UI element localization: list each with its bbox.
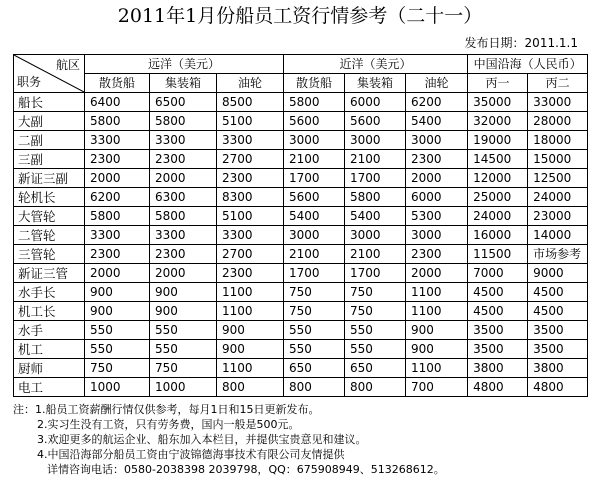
rank-cell: 三副 bbox=[14, 150, 85, 169]
wage-cell: 2100 bbox=[345, 150, 406, 169]
wage-cell: 3300 bbox=[85, 131, 150, 150]
wage-cell: 6000 bbox=[406, 188, 468, 207]
wage-cell: 5400 bbox=[345, 207, 406, 226]
wage-cell: 33000 bbox=[528, 93, 588, 112]
wage-cell: 3000 bbox=[284, 131, 345, 150]
wage-cell: 5600 bbox=[284, 112, 345, 131]
wage-cell: 2000 bbox=[406, 264, 468, 283]
note-line: 注：1.船员工资薪酬行情仅供参考，每月1日和15日更新发布。 bbox=[13, 403, 320, 416]
wage-cell: 5800 bbox=[150, 112, 217, 131]
wage-cell: 2300 bbox=[85, 150, 150, 169]
rank-cell: 新证三副 bbox=[14, 169, 85, 188]
wage-cell: 5800 bbox=[345, 188, 406, 207]
wage-cell: 5100 bbox=[217, 112, 284, 131]
wage-cell: 6200 bbox=[406, 93, 468, 112]
rank-cell: 船长 bbox=[14, 93, 85, 112]
wage-cell: 9000 bbox=[528, 264, 588, 283]
wage-cell: 3000 bbox=[284, 226, 345, 245]
table-row bbox=[14, 283, 588, 302]
wage-cell: 900 bbox=[85, 283, 150, 302]
rank-cell: 机工长 bbox=[14, 302, 85, 321]
table-row bbox=[14, 207, 588, 226]
wage-cell: 800 bbox=[345, 378, 406, 397]
wage-cell: 1100 bbox=[406, 283, 468, 302]
wage-cell: 5100 bbox=[217, 207, 284, 226]
corner-rank-label: 职务 bbox=[17, 75, 42, 89]
table-row bbox=[14, 340, 588, 359]
group-header-ocean: 远洋（美元） bbox=[85, 55, 284, 74]
table-row bbox=[14, 93, 588, 112]
wage-cell: 3000 bbox=[406, 131, 468, 150]
wage-cell: 3800 bbox=[468, 359, 528, 378]
table-row bbox=[14, 150, 588, 169]
wage-cell: 2300 bbox=[406, 150, 468, 169]
wage-cell: 3500 bbox=[468, 340, 528, 359]
wage-cell: 23000 bbox=[528, 207, 588, 226]
wage-cell: 2300 bbox=[217, 264, 284, 283]
wage-cell: 650 bbox=[345, 359, 406, 378]
subheader-row bbox=[14, 74, 588, 93]
wage-cell: 3800 bbox=[528, 359, 588, 378]
wage-cell: 2000 bbox=[150, 264, 217, 283]
group-header-near-sea: 近洋（美元） bbox=[284, 55, 468, 74]
table-row bbox=[14, 378, 588, 397]
wage-cell: 550 bbox=[284, 321, 345, 340]
wage-cell: 5800 bbox=[284, 93, 345, 112]
wage-cell: 550 bbox=[150, 321, 217, 340]
table-row bbox=[14, 226, 588, 245]
wage-cell: 1000 bbox=[85, 378, 150, 397]
wage-cell: 1100 bbox=[217, 302, 284, 321]
wage-cell: 5600 bbox=[284, 188, 345, 207]
wage-cell: 2300 bbox=[150, 245, 217, 264]
wage-cell: 900 bbox=[406, 340, 468, 359]
wage-cell: 5400 bbox=[284, 207, 345, 226]
subheader-cell: 油轮 bbox=[406, 74, 468, 93]
wage-cell: 6200 bbox=[85, 188, 150, 207]
wage-cell: 24000 bbox=[528, 188, 588, 207]
wage-cell: 3300 bbox=[150, 131, 217, 150]
wage-cell: 700 bbox=[406, 378, 468, 397]
wage-cell: 550 bbox=[284, 340, 345, 359]
wage-cell: 3300 bbox=[150, 226, 217, 245]
table-row bbox=[14, 169, 588, 188]
wage-cell: 3300 bbox=[85, 226, 150, 245]
wage-cell: 550 bbox=[150, 340, 217, 359]
wage-cell: 550 bbox=[345, 340, 406, 359]
rank-cell: 三管轮 bbox=[14, 245, 85, 264]
rank-cell: 机工 bbox=[14, 340, 85, 359]
wage-cell: 2700 bbox=[217, 245, 284, 264]
table-row bbox=[14, 245, 588, 264]
rank-cell: 水手 bbox=[14, 321, 85, 340]
wage-cell: 3000 bbox=[345, 131, 406, 150]
wage-cell: 6500 bbox=[150, 93, 217, 112]
wage-cell: 35000 bbox=[468, 93, 528, 112]
note-line: 4.中国沿海部分船员工资由宁波锦德海事技术有限公司友情提供 bbox=[37, 448, 345, 461]
wage-cell: 5400 bbox=[406, 112, 468, 131]
wage-cell: 900 bbox=[85, 302, 150, 321]
wage-cell: 14500 bbox=[468, 150, 528, 169]
wage-cell: 750 bbox=[284, 302, 345, 321]
wage-cell: 2300 bbox=[85, 245, 150, 264]
wage-cell: 1000 bbox=[150, 378, 217, 397]
note-line: 2.实习生没有工资，只有劳务费，国内一般是500元。 bbox=[37, 418, 300, 431]
wage-cell: 6000 bbox=[345, 93, 406, 112]
wage-cell: 5600 bbox=[345, 112, 406, 131]
wage-cell: 2000 bbox=[85, 264, 150, 283]
wage-cell: 750 bbox=[345, 302, 406, 321]
wage-cell: 7000 bbox=[468, 264, 528, 283]
wage-cell: 市场参考 bbox=[528, 245, 588, 264]
wage-cell: 800 bbox=[284, 378, 345, 397]
wage-cell: 6300 bbox=[150, 188, 217, 207]
wage-cell: 4500 bbox=[528, 302, 588, 321]
table-row bbox=[14, 321, 588, 340]
wage-cell: 1100 bbox=[406, 302, 468, 321]
rank-cell: 新证三管 bbox=[14, 264, 85, 283]
rank-cell: 厨师 bbox=[14, 359, 85, 378]
subheader-cell: 油轮 bbox=[217, 74, 284, 93]
group-header-china-coast: 中国沿海（人民币） bbox=[468, 55, 588, 74]
rank-cell: 轮机长 bbox=[14, 188, 85, 207]
wage-cell: 550 bbox=[85, 321, 150, 340]
wage-cell: 5300 bbox=[406, 207, 468, 226]
wage-cell: 4500 bbox=[468, 283, 528, 302]
wage-cell: 11500 bbox=[468, 245, 528, 264]
wage-cell: 900 bbox=[150, 302, 217, 321]
wage-cell: 900 bbox=[150, 283, 217, 302]
wage-cell: 1700 bbox=[345, 169, 406, 188]
wage-cell: 6400 bbox=[85, 93, 150, 112]
wage-cell: 2000 bbox=[85, 169, 150, 188]
notes-section bbox=[13, 402, 593, 477]
wage-cell: 3000 bbox=[406, 226, 468, 245]
wage-cell: 650 bbox=[284, 359, 345, 378]
table-row bbox=[14, 131, 588, 150]
wage-cell: 25000 bbox=[468, 188, 528, 207]
wage-cell: 28000 bbox=[528, 112, 588, 131]
wage-cell: 2300 bbox=[406, 245, 468, 264]
wage-cell: 900 bbox=[217, 321, 284, 340]
wage-cell: 1100 bbox=[217, 359, 284, 378]
table-row bbox=[14, 302, 588, 321]
wage-cell: 1700 bbox=[284, 264, 345, 283]
wage-cell: 8500 bbox=[217, 93, 284, 112]
wage-cell: 900 bbox=[406, 321, 468, 340]
wage-cell: 12500 bbox=[528, 169, 588, 188]
wage-cell: 3000 bbox=[345, 226, 406, 245]
subheader-cell: 丙二 bbox=[528, 74, 588, 93]
wage-cell: 550 bbox=[345, 321, 406, 340]
wage-cell: 1700 bbox=[284, 169, 345, 188]
publish-date: 发布日期：2011.1.1 bbox=[464, 36, 578, 50]
subheader-cell: 散货船 bbox=[85, 74, 150, 93]
rank-cell: 二管轮 bbox=[14, 226, 85, 245]
rank-cell: 大管轮 bbox=[14, 207, 85, 226]
wage-cell: 4800 bbox=[528, 378, 588, 397]
wage-cell: 12000 bbox=[468, 169, 528, 188]
wage-cell: 2300 bbox=[217, 169, 284, 188]
wage-cell: 2700 bbox=[217, 150, 284, 169]
rank-cell: 水手长 bbox=[14, 283, 85, 302]
note-line: 详情咨询电话：0580-2038398 2039798，QQ：675908949、513268612。 bbox=[47, 463, 445, 476]
wage-cell: 5800 bbox=[85, 207, 150, 226]
wage-cell: 3500 bbox=[528, 321, 588, 340]
wage-cell: 1100 bbox=[217, 283, 284, 302]
wage-cell: 3500 bbox=[468, 321, 528, 340]
wage-cell: 5800 bbox=[85, 112, 150, 131]
wage-cell: 14000 bbox=[528, 226, 588, 245]
wage-cell: 16000 bbox=[468, 226, 528, 245]
wage-cell: 4800 bbox=[468, 378, 528, 397]
corner-route-label: 航区 bbox=[55, 58, 80, 72]
page-title: 2011年1月份船员工资行情参考（二十一） bbox=[117, 5, 483, 27]
table-row bbox=[14, 188, 588, 207]
table-row bbox=[14, 359, 588, 378]
group-header-row bbox=[14, 55, 588, 74]
wage-cell: 2100 bbox=[284, 150, 345, 169]
subheader-cell: 散货船 bbox=[284, 74, 345, 93]
wage-cell: 800 bbox=[217, 378, 284, 397]
wage-cell: 2000 bbox=[150, 169, 217, 188]
wage-cell: 2300 bbox=[150, 150, 217, 169]
wage-cell: 4500 bbox=[468, 302, 528, 321]
wage-cell: 2100 bbox=[284, 245, 345, 264]
rank-cell: 二副 bbox=[14, 131, 85, 150]
rank-cell: 电工 bbox=[14, 378, 85, 397]
wage-cell: 900 bbox=[217, 340, 284, 359]
wage-cell: 750 bbox=[284, 283, 345, 302]
wage-cell: 750 bbox=[345, 283, 406, 302]
wage-cell: 2000 bbox=[406, 169, 468, 188]
subheader-cell: 集装箱 bbox=[150, 74, 217, 93]
corner-header-cell bbox=[14, 55, 85, 93]
wage-cell: 15000 bbox=[528, 150, 588, 169]
wage-cell: 2100 bbox=[345, 245, 406, 264]
wage-cell: 750 bbox=[85, 359, 150, 378]
subheader-cell: 集装箱 bbox=[345, 74, 406, 93]
subheader-cell: 丙一 bbox=[468, 74, 528, 93]
wage-cell: 8300 bbox=[217, 188, 284, 207]
wage-cell: 1700 bbox=[345, 264, 406, 283]
wage-cell: 4500 bbox=[528, 283, 588, 302]
wage-cell: 3500 bbox=[528, 340, 588, 359]
wage-cell: 1100 bbox=[406, 359, 468, 378]
table-row bbox=[14, 264, 588, 283]
wage-cell: 18000 bbox=[528, 131, 588, 150]
table-row bbox=[14, 112, 588, 131]
wage-cell: 5800 bbox=[150, 207, 217, 226]
wage-cell: 750 bbox=[150, 359, 217, 378]
wage-cell: 550 bbox=[85, 340, 150, 359]
rank-cell: 大副 bbox=[14, 112, 85, 131]
wage-cell: 24000 bbox=[468, 207, 528, 226]
wage-cell: 3300 bbox=[217, 226, 284, 245]
wage-cell: 3300 bbox=[217, 131, 284, 150]
wage-cell: 19000 bbox=[468, 131, 528, 150]
wage-table bbox=[13, 54, 588, 397]
wage-cell: 32000 bbox=[468, 112, 528, 131]
note-line: 3.欢迎更多的航运企业、船东加入本栏目，并提供宝贵意见和建议。 bbox=[37, 433, 367, 446]
